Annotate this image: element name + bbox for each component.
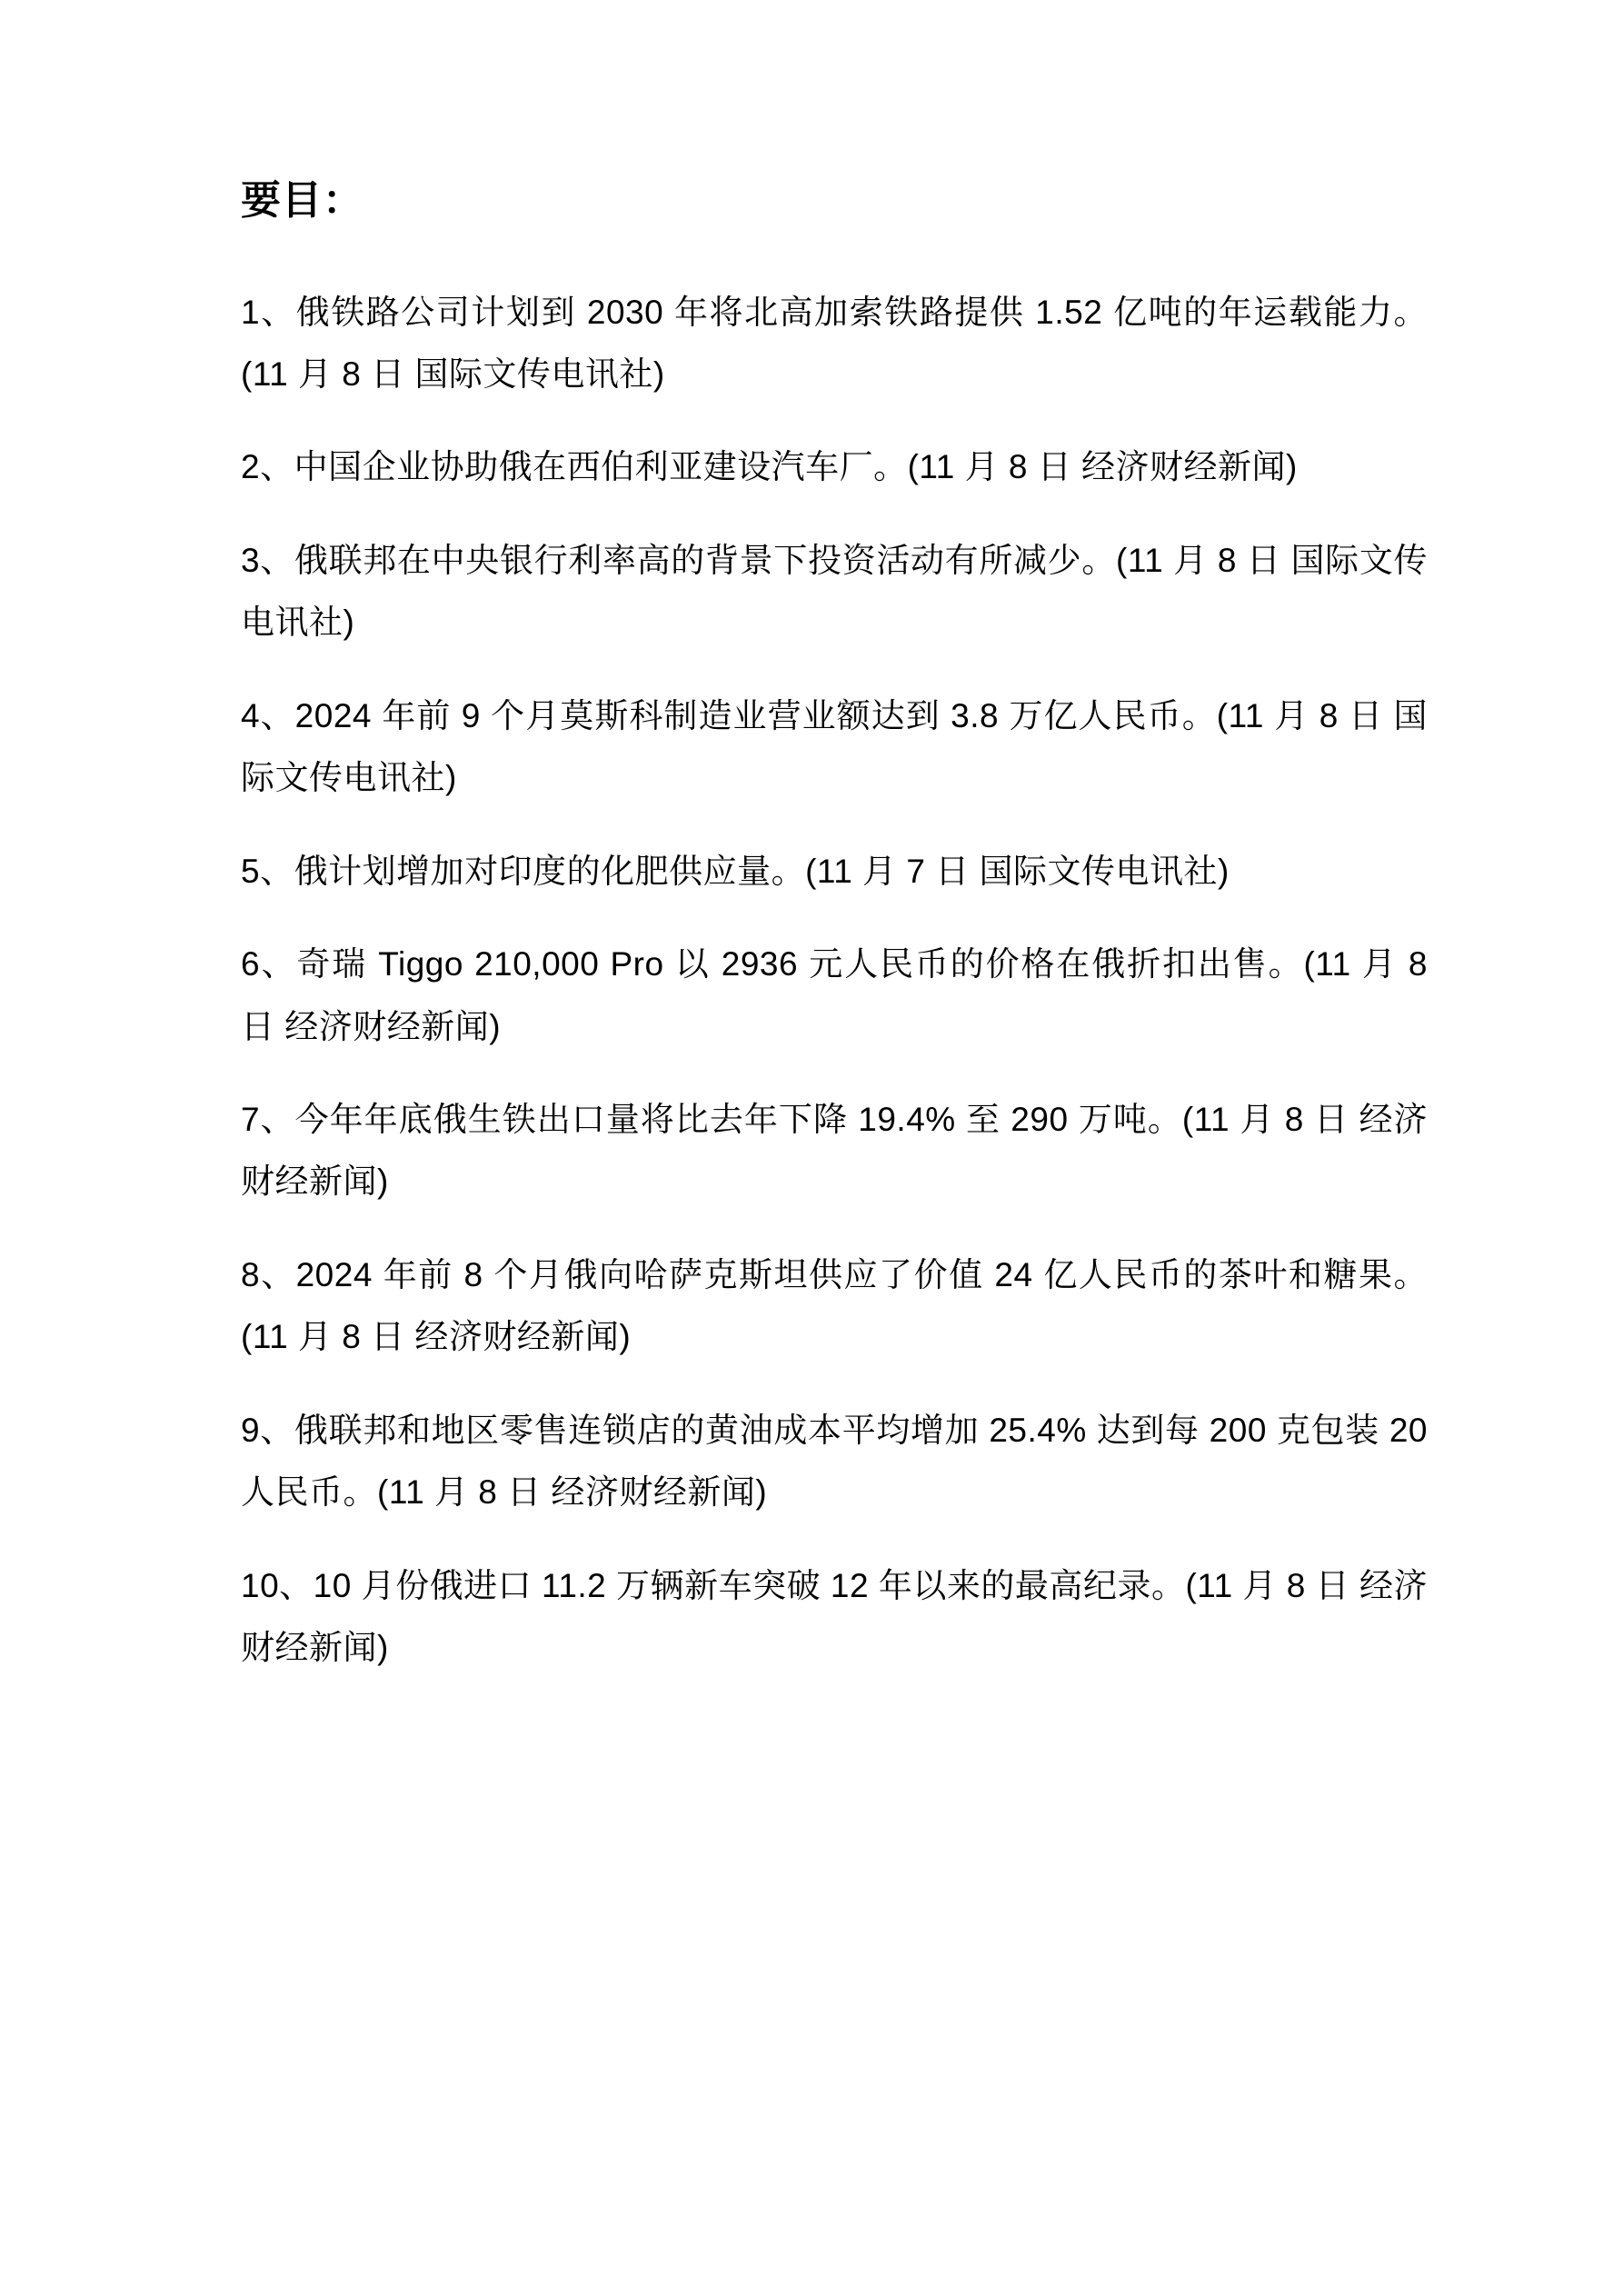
list-item: 4、2024 年前 9 个月莫斯科制造业营业额达到 3.8 万亿人民币。(11 月 8 日 国际文传电讯社) — [241, 696, 1428, 797]
list-item: 8、2024 年前 8 个月俄向哈萨克斯坦供应了价值 24 亿人民币的茶叶和糖果。(11 月 8 日 经济财经新闻) — [241, 1255, 1428, 1356]
list-item: 5、俄计划增加对印度的化肥供应量。(11 月 7 日 国际文传电讯社) — [241, 852, 1230, 890]
list-item: 7、今年年底俄生铁出口量将比去年下降 19.4% 至 290 万吨。(11 月 8 日 经济财经新闻) — [241, 1100, 1428, 1201]
list-item: 2、中国企业协助俄在西伯利亚建设汽车厂。(11 月 8 日 经济财经新闻) — [241, 448, 1298, 486]
list-item: 9、俄联邦和地区零售连锁店的黄油成本平均增加 25.4% 达到每 200 克包装 20 人民币。(11 月 8 日 经济财经新闻) — [241, 1411, 1428, 1512]
list-item: 3、俄联邦在中央银行利率高的背景下投资活动有所减少。(11 月 8 日 国际文传电讯社) — [241, 541, 1428, 642]
list-item: 10、10 月份俄进口 11.2 万辆新车突破 12 年以来的最高纪录。(11 月 8 日 经济财经新闻) — [241, 1566, 1428, 1667]
list-item: 6、奇瑞 Tiggo 210,000 Pro 以 2936 元人民币的价格在俄折扣出售。(11 月 8 日 经济财经新闻) — [241, 945, 1428, 1045]
list-item: 1、俄铁路公司计划到 2030 年将北高加索铁路提供 1.52 亿吨的年运载能力。(11 月 8 日 国际文传电讯社) — [241, 293, 1428, 394]
page-title: 要目： — [241, 178, 363, 223]
